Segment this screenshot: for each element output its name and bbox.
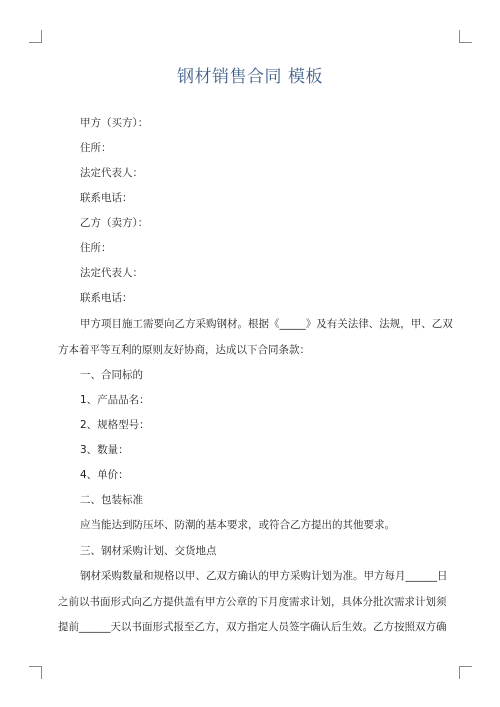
crop-mark-top-left <box>29 30 42 43</box>
party-b-representative-label: 法定代表人： <box>80 267 143 279</box>
party-b-address-label: 住所： <box>80 242 112 254</box>
party-a-representative-label: 法定代表人： <box>80 167 143 179</box>
party-b-label: 乙方（卖方）： <box>80 217 149 229</box>
preamble-line-2: 方本着平等互利的原则友好协商，达成以下合同条款： <box>58 344 310 356</box>
document-title: 钢材销售合同 模板 <box>177 67 323 87</box>
crop-mark-bottom-left <box>29 666 42 679</box>
procurement-line-3: 提前______天以书面形式报至乙方，双方指定人员签字确认后生效。乙方按照双方确 <box>58 621 447 633</box>
procurement-line-2: 之前以书面形式向乙方提供盖有甲方公章的下月度需求计划，具体分批次需求计划须 <box>58 596 447 608</box>
item-unit-price: 4、单价： <box>80 469 129 481</box>
section-1-heading: 一、合同标的 <box>80 369 143 381</box>
party-a-label: 甲方（买方）： <box>80 117 149 129</box>
item-product-name: 1、产品品名： <box>80 394 150 406</box>
section-2-heading: 二、包装标准 <box>80 494 143 506</box>
crop-mark-bottom-right <box>459 666 472 679</box>
procurement-line-1: 钢材采购数量和规格以甲、乙双方确认的甲方采购计划为准。甲方每月______日 <box>80 570 448 582</box>
section-3-heading: 三、钢材采购计划、交货地点 <box>80 545 217 557</box>
packaging-paragraph: 应当能达到防压坏、防潮的基本要求，或符合乙方提出的其他要求。 <box>80 519 395 531</box>
item-spec-model: 2、规格型号： <box>80 419 150 431</box>
party-a-address-label: 住所： <box>80 142 112 154</box>
party-b-phone-label: 联系电话： <box>80 292 133 304</box>
party-a-phone-label: 联系电话： <box>80 192 133 204</box>
crop-mark-top-right <box>459 30 472 43</box>
preamble-line-1: 甲方项目施工需要向乙方采购钢材。根据《_____》及有关法律、法规，甲、乙双 <box>80 318 453 330</box>
item-quantity: 3、数量： <box>80 444 129 456</box>
